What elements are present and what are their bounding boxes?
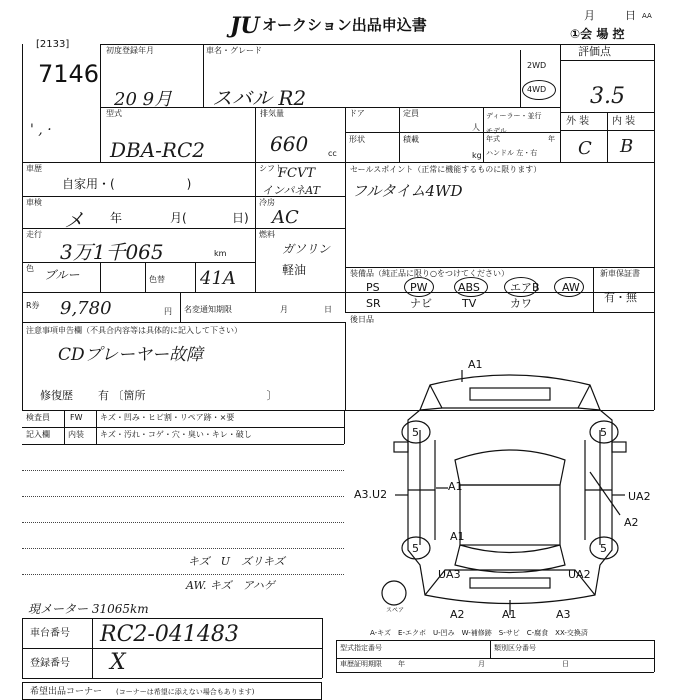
displacement-label: 排気量 <box>260 109 284 118</box>
inspection-label: 車検 <box>26 198 42 207</box>
equipment-label: 装備品（純正品に限り○をつけてください） <box>350 269 509 278</box>
inspection-year: 年 <box>110 211 123 225</box>
model-year-label-2: 年式 <box>486 135 500 143</box>
rear-seat-label: 後日品 <box>350 315 374 324</box>
cooler-label: 冷房 <box>259 198 275 207</box>
color-code-label: 色替 <box>149 275 165 284</box>
inspector-row1-label: FW <box>70 413 83 422</box>
month-label: 月 <box>584 9 595 22</box>
mileage-unit: km <box>214 249 227 258</box>
mark-bottom-1: A2 <box>450 608 465 621</box>
cooler-value: AC <box>272 207 299 228</box>
cert-month: 月 <box>478 660 485 668</box>
fuel-diesel: 軽油 <box>282 263 307 277</box>
recycle-value: 9,780 <box>60 298 112 319</box>
mileage-value: 3万1千065 <box>60 240 164 264</box>
drive-4wd: 4WD <box>527 85 547 94</box>
registration-label: 登録番号 <box>30 658 70 669</box>
mark-rear-right-bumper: UA2 <box>568 568 591 581</box>
inspector-row1-items: キズ・凹み・ヒビ割・リペア跡・×要 <box>100 413 235 422</box>
day-label: 日 <box>625 9 636 22</box>
shift-value-2: インパネAT <box>262 184 320 197</box>
repair-value: 有 〔箇所 〕 <box>98 389 278 402</box>
name-change-month: 月 <box>280 305 288 314</box>
remark-line-1: キズ U ズリキズ <box>188 555 285 568</box>
color-label: 色 <box>26 264 34 273</box>
warranty-label: 新車保証書 <box>600 269 640 278</box>
mark-roof: A1 <box>448 480 463 493</box>
inspector-row2-label: 内装 <box>68 430 84 439</box>
cert-date-label: 車歴証明期限 <box>340 660 382 668</box>
inspector-label-2: 記入欄 <box>26 430 50 439</box>
grade-value: 3.5 <box>590 84 625 109</box>
history-value: 自家用・( ) <box>62 177 192 191</box>
repair-label: 修復歴 <box>40 389 73 402</box>
exterior-value: C <box>578 138 592 159</box>
grade-label: 評価点 <box>578 45 611 58</box>
mark-front: A1 <box>468 358 483 371</box>
mark-right-side-2: A2 <box>624 516 639 529</box>
model-label: 型式 <box>106 109 122 118</box>
mark-rear-left-bumper: UA3 <box>438 568 461 581</box>
inspection-month: 月( <box>170 211 187 225</box>
remark-line-2: AW. キズ アハゲ <box>186 579 275 592</box>
first-reg-value: 20 9月 <box>114 89 173 110</box>
shift-value-1: FCVT <box>278 166 316 181</box>
airbag-circle <box>504 277 538 297</box>
load-unit: kg <box>472 151 482 160</box>
inspector-row2-items: キズ・汚れ・コゲ・穴・臭い・キレ・破し <box>100 430 252 439</box>
mark-bottom-2: A1 <box>502 608 517 621</box>
pw-circle <box>404 277 434 297</box>
form-code: [2133] <box>36 39 70 50</box>
aw-circle <box>554 277 584 297</box>
history-label: 車歴 <box>26 164 42 173</box>
color-value: ブルー <box>44 268 80 282</box>
recycle-unit: 円 <box>164 307 172 316</box>
mark-left-side: A3.U2 <box>354 488 388 501</box>
displacement-unit: cc <box>328 149 337 158</box>
color-code: 41A <box>200 268 236 289</box>
equipment-item-tv: TV <box>462 297 477 310</box>
equipment-item-aw: AW <box>562 281 580 294</box>
name-change-day: 日 <box>324 305 332 314</box>
corner-note: (コーナーは希望に添えない場合もあります) <box>116 688 255 696</box>
damage-legend: A-キズ E-エクボ U-凹み W-補修跡 S-サビ C-腐食 XX-交換済 <box>370 629 588 637</box>
warranty-value: 有・無 <box>604 291 637 304</box>
corner-label: 希望出品コーナー <box>30 687 103 697</box>
fuel-label: 燃料 <box>259 230 275 239</box>
year-unit: 年 <box>548 135 555 143</box>
equipment-item-ps: PS <box>366 281 380 294</box>
exterior-label: 外 装 <box>566 116 590 127</box>
ju-logo: JU <box>230 13 260 39</box>
recycle-label: R券 <box>26 301 40 310</box>
mark-wheel-fl: 5 <box>412 426 419 439</box>
drive-2wd: 2WD <box>527 61 547 70</box>
chassis-value: RC2-041483 <box>100 622 239 647</box>
registration-value: X <box>110 650 126 675</box>
equipment-item-airbag: エアB <box>510 281 540 294</box>
car-name-label: 車名・グレード <box>206 46 262 55</box>
mark-wheel-rr: 5 <box>600 542 607 555</box>
interior-value: B <box>620 136 634 157</box>
model-value: DBA-RC2 <box>110 138 206 162</box>
load-label: 積載 <box>403 135 419 144</box>
mark-rear-left-door: A1 <box>450 530 465 543</box>
dealer-label: ディーラー・並行 <box>486 112 542 120</box>
current-mileage: 現メーター 31065km <box>28 602 149 616</box>
car-damage-diagram <box>350 350 670 630</box>
doors-label: ドア <box>349 109 365 118</box>
abs-circle <box>454 277 488 297</box>
mark-bottom-3: A3 <box>556 608 571 621</box>
inspector-label-1: 検査員 <box>26 413 50 422</box>
shape-label: 形状 <box>349 135 365 144</box>
aa-label: AA <box>642 12 652 20</box>
notes-value: CDプレーヤー故障 <box>58 345 203 365</box>
chassis-label: 車台番号 <box>30 628 70 639</box>
form-title: オークション出品申込書 <box>262 16 427 34</box>
equipment-item-pw: PW <box>410 281 428 294</box>
class-no-label: 類別区分番号 <box>494 644 536 652</box>
cert-year: 年 <box>398 660 405 668</box>
cert-day: 日 <box>562 660 569 668</box>
type-no-label: 型式指定番号 <box>340 644 382 652</box>
fuel-gas: ガソリン <box>282 242 331 256</box>
equipment-item-abs: ABS <box>458 281 480 294</box>
inspection-value: メ <box>64 208 84 232</box>
capacity-unit: 人 <box>472 123 480 132</box>
lot-mark: ' , · <box>30 122 52 138</box>
sales-points-label: セールスポイント（正常に機能するものに限ります） <box>350 165 542 174</box>
inspection-day: 日) <box>232 211 249 225</box>
mileage-label: 走行 <box>26 230 42 239</box>
mark-spare: スペア <box>386 607 405 614</box>
equipment-item-leather: カワ <box>510 297 532 310</box>
sales-points-value: フルタイム4WD <box>352 182 463 200</box>
mark-wheel-fr: 5 <box>600 426 607 439</box>
equipment-item-navi: ナビ <box>410 297 432 310</box>
displacement-value: 660 <box>270 132 309 156</box>
venue-copy-label: ①会 場 控 <box>570 27 625 41</box>
interior-label: 内 装 <box>612 116 636 127</box>
first-reg-label: 初度登録年月 <box>106 46 154 55</box>
mark-right-side-1: UA2 <box>628 490 651 503</box>
lot-number: 7146 <box>38 60 100 88</box>
car-name-value: スバル R2 <box>212 86 307 110</box>
mark-wheel-rl: 5 <box>412 542 419 555</box>
handle-label: ハンドル 左・右 <box>486 149 538 157</box>
notes-label: 注意事項申告欄（不具合内容等は具体的に記入して下さい） <box>26 326 242 335</box>
shift-label: シフト <box>259 164 283 173</box>
equipment-item-sr: SR <box>366 297 381 310</box>
model-year-label: モデル <box>486 127 507 135</box>
name-change-label: 名変通知期限 <box>184 305 232 314</box>
capacity-label: 定員 <box>403 109 419 118</box>
